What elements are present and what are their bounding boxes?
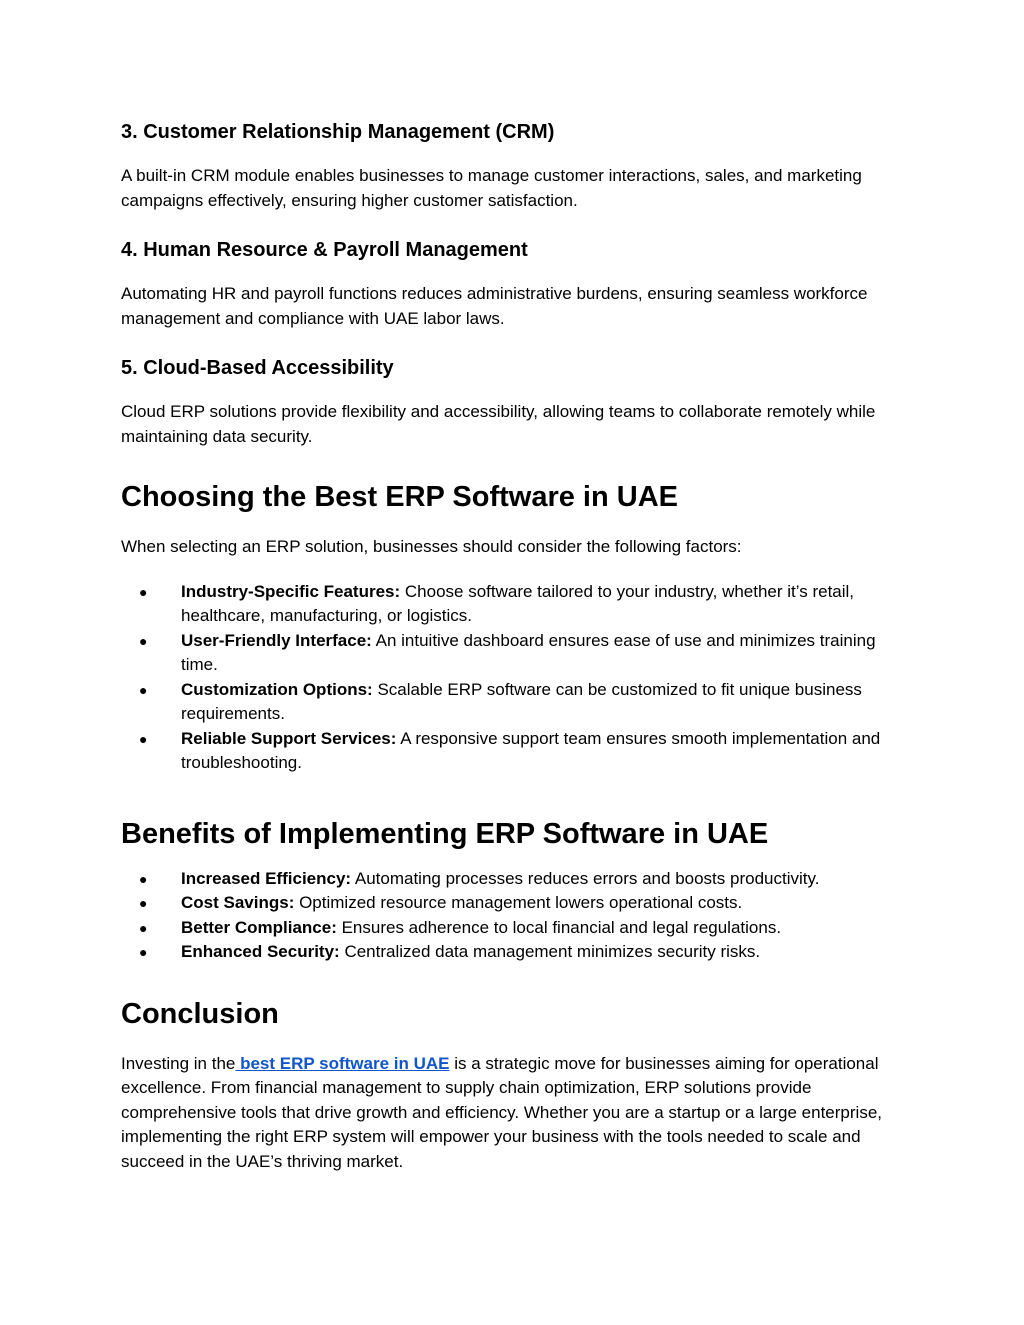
list-item-text: An intuitive dashboard ensures ease of use and minimizes training time.: [181, 630, 876, 674]
bullet-icon: ●: [139, 895, 148, 911]
crm-paragraph: A built-in CRM module enables businesses to manage customer interactions, sales, and marketing campaigns effectively, ensuring higher customer satisfaction.: [121, 166, 862, 210]
hr-heading: 4. Human Resource & Payroll Management: [121, 239, 528, 261]
benefits-heading: Benefits of Implementing ERP Software in UAE: [121, 817, 769, 850]
bullet-icon: ●: [139, 681, 148, 698]
list-item-text: Scalable ERP software can be customized to fit unique business requirements.: [181, 679, 862, 723]
hr-paragraph: Automating HR and payroll functions reduces administrative burdens, ensuring seamless workforce management and compliance with UAE labor laws.: [121, 284, 868, 328]
list-item-term: Cost Savings:: [181, 893, 295, 912]
list-item-term: User-Friendly Interface:: [181, 630, 372, 650]
list-item: [121, 867, 911, 892]
list-item-term: Enhanced Security:: [181, 942, 340, 961]
list-item-term: Better Compliance:: [181, 917, 337, 937]
list-item: [121, 727, 911, 776]
conclusion-text-after: is a strategic move for businesses aiming for operational excellence. From financial management to supply chain optimization, ERP solutions provide comprehensive tools that drive growth and efficiency. Whether you are a startup or a large enterprise, implementing the right ERP system will empower your business with the tools needed to scale and succeed in the UAE’s thriving market.: [121, 1053, 882, 1171]
list-item-text: Automating processes reduces errors and boosts productivity.: [351, 868, 820, 888]
list-item-term: Customization Options:: [181, 679, 373, 699]
list-item-text: Choose software tailored to your industry, whether it’s retail, healthcare, manufacturing, or logistics.: [181, 581, 855, 625]
list-item: [121, 916, 911, 941]
cloud-paragraph: Cloud ERP solutions provide flexibility and accessibility, allowing teams to collaborate remotely while maintaining data security.: [121, 402, 876, 446]
conclusion-text-before: Investing in the: [121, 1053, 236, 1073]
choosing-list: [121, 580, 911, 776]
crm-heading: 3. Customer Relationship Management (CRM): [121, 121, 555, 143]
list-item: [121, 891, 911, 916]
list-item: [121, 940, 911, 965]
best-erp-software-link[interactable]: best ERP software in UAE: [235, 1053, 450, 1073]
choosing-intro: When selecting an ERP solution, businesses should consider the following factors:: [121, 537, 742, 556]
list-item: [121, 629, 911, 678]
list-item-text: Centralized data management minimizes security risks.: [339, 942, 761, 961]
list-item: [121, 678, 911, 727]
conclusion-heading: Conclusion: [121, 997, 279, 1030]
list-item-term: Industry-Specific Features:: [181, 581, 401, 601]
bullet-icon: ●: [139, 730, 148, 747]
benefits-list: [121, 867, 911, 965]
choosing-heading: Choosing the Best ERP Software in UAE: [121, 481, 678, 513]
list-item-text: Ensures adherence to local financial and legal regulations.: [336, 917, 782, 937]
conclusion-paragraph: [121, 1052, 911, 1175]
bullet-icon: ●: [139, 919, 148, 936]
list-item-text: A responsive support team ensures smooth implementation and troubleshooting.: [181, 728, 881, 772]
list-item-term: Reliable Support Services:: [181, 728, 397, 748]
list-item-text: Optimized resource management lowers operational costs.: [294, 893, 743, 912]
cloud-heading: 5. Cloud-Based Accessibility: [121, 357, 394, 379]
document-page: [121, 118, 911, 1174]
bullet-icon: ●: [139, 632, 148, 649]
list-item: [121, 580, 911, 629]
bullet-icon: ●: [139, 583, 148, 600]
list-item-term: Increased Efficiency:: [181, 868, 352, 888]
bullet-icon: ●: [139, 870, 148, 887]
bullet-icon: ●: [139, 944, 148, 960]
